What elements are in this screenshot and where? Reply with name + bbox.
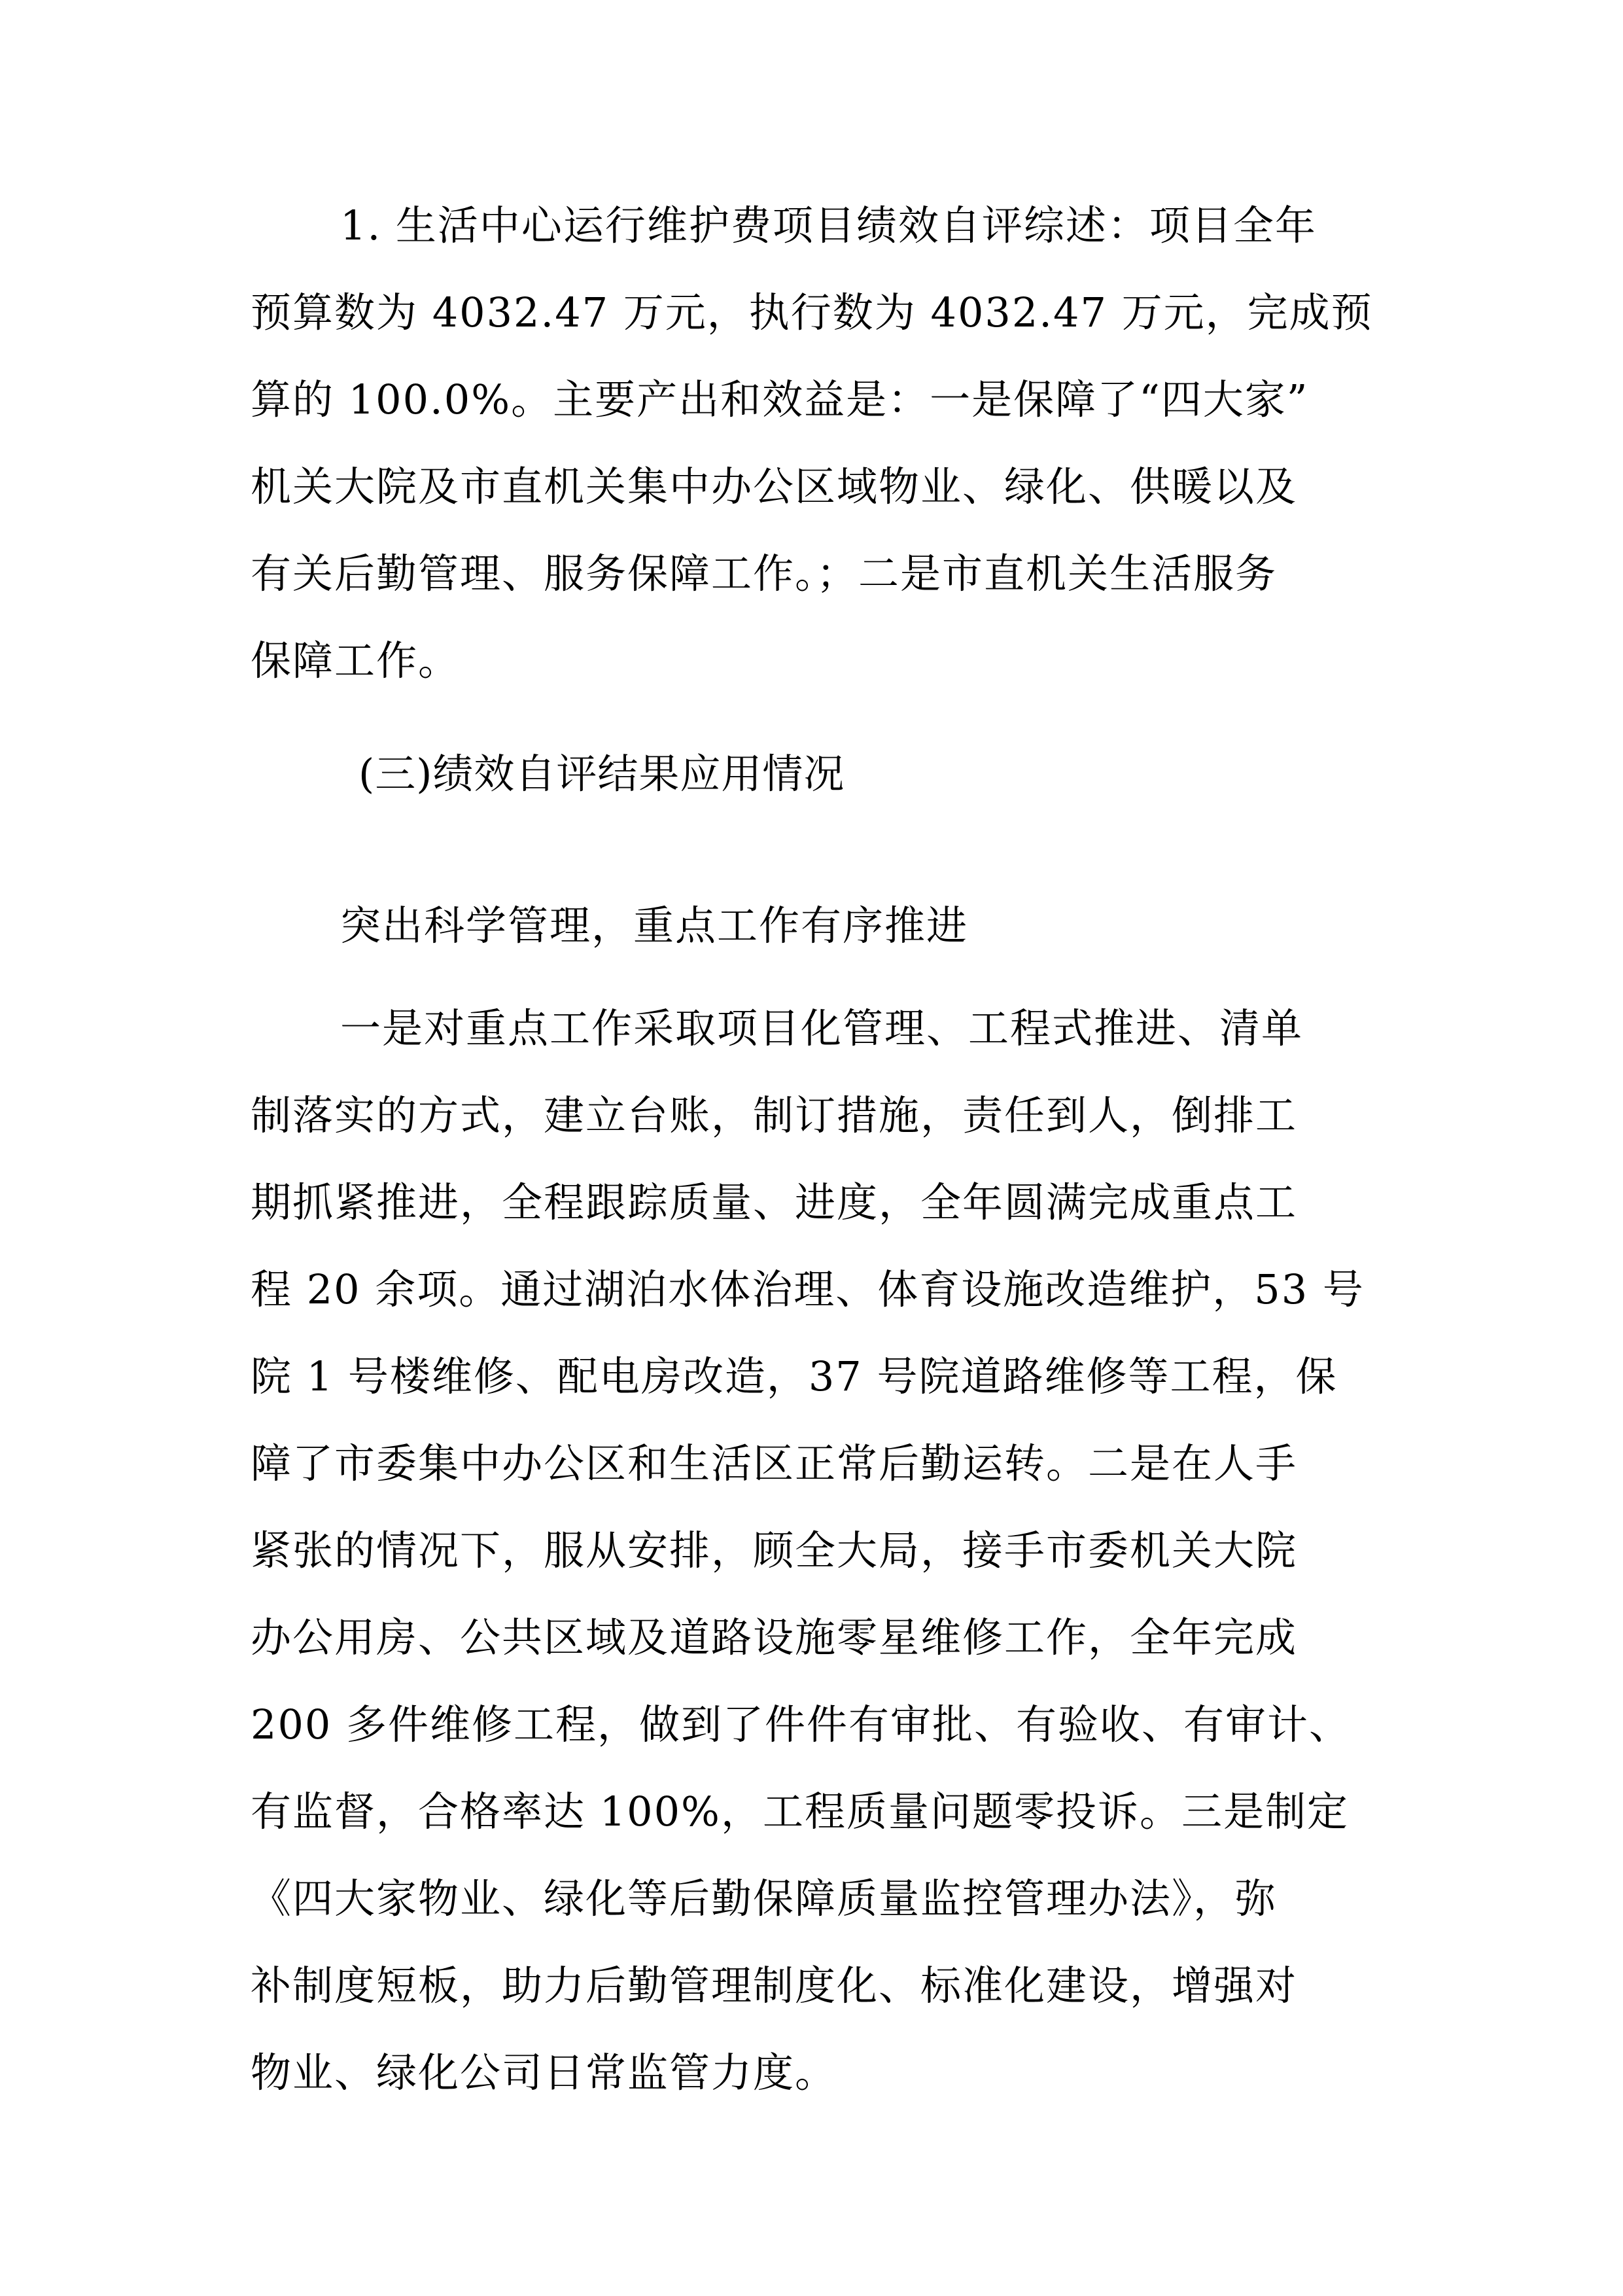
item1-line-4: 机关大院及市直机关集中办公区域物业、绿化、供暖以及 bbox=[251, 463, 1298, 510]
body-line-11: 《四大家物业、绿化等后勤保障质量监控管理办法》，弥 bbox=[251, 1875, 1278, 1922]
body-line-7: 紧张的情况下，服从安排，顾全大局，接手市委机关大院 bbox=[251, 1527, 1298, 1574]
body-line-6: 障了市委集中办公区和生活区正常后勤运转。二是在人手 bbox=[251, 1439, 1298, 1487]
body-line-13: 物业、绿化公司日常监管力度。 bbox=[251, 2049, 837, 2096]
body-line-1: 一是对重点工作采取项目化管理、工程式推进、清单 bbox=[340, 1004, 1304, 1052]
body-line-9: 200 多件维修工程，做到了件件有审批、有验收、有审计、 bbox=[251, 1701, 1352, 1748]
item1-line-3: 算的 100.0%。主要产出和效益是：一是保障了“四大家” bbox=[251, 376, 1309, 423]
body-line-10: 有监督，合格率达 100%，工程质量问题零投诉。三是制定 bbox=[251, 1788, 1349, 1835]
body-line-12: 补制度短板，助力后勤管理制度化、标准化建设，增强对 bbox=[251, 1962, 1298, 2009]
item1-line-2: 预算数为 4032.47 万元，执行数为 4032.47 万元，完成预 bbox=[251, 289, 1373, 336]
body-line-3: 期抓紧推进，全程跟踪质量、进度，全年圆满完成重点工 bbox=[251, 1178, 1298, 1226]
item1-line-6: 保障工作。 bbox=[251, 637, 461, 684]
sub-heading: 突出科学管理，重点工作有序推进 bbox=[340, 902, 969, 949]
body-line-4: 程 20 余项。通过湖泊水体治理、体育设施改造维护，53 号 bbox=[251, 1265, 1365, 1313]
body-line-8: 办公用房、公共区域及道路设施零星维修工作，全年完成 bbox=[251, 1614, 1298, 1661]
item1-line-5: 有关后勤管理、服务保障工作。；二是市直机关生活服务 bbox=[251, 550, 1278, 597]
body-line-5: 院 1 号楼维修、配电房改造，37 号院道路维修等工程，保 bbox=[251, 1352, 1338, 1400]
body-line-2: 制落实的方式，建立台账，制订措施，责任到人，倒排工 bbox=[251, 1091, 1298, 1139]
section-heading: (三)绩效自评结果应用情况 bbox=[358, 750, 845, 798]
item1-line-1: 1. 生活中心运行维护费项目绩效自评综述：项目全年 bbox=[340, 202, 1317, 249]
